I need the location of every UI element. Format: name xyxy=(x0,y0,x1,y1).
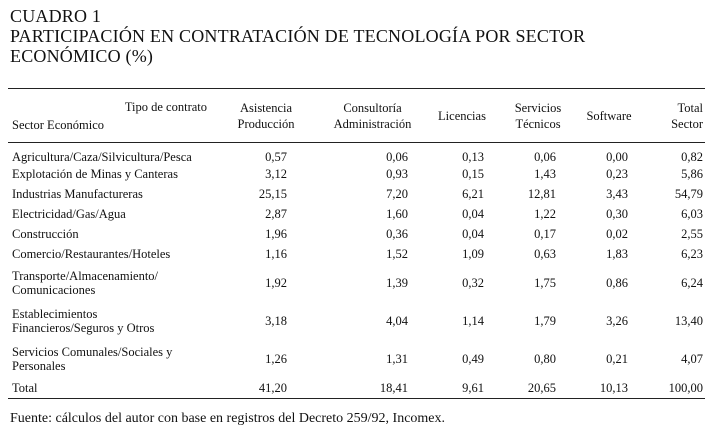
value-cell: 0,21 xyxy=(606,352,628,366)
value-cell: 10,13 xyxy=(599,380,628,395)
value-cell: 0,82 xyxy=(681,150,703,164)
table-row xyxy=(8,224,705,244)
sector-cell xyxy=(8,378,213,398)
sector-name: Total xyxy=(12,380,38,395)
value-cell: 3,18 xyxy=(265,314,287,328)
value-cell: 1,26 xyxy=(265,352,287,366)
sector-name: Electricidad/Gas/Agua xyxy=(12,207,126,221)
technology-contracting-table xyxy=(8,88,705,399)
col-asistencia: Asistencia Producción xyxy=(237,100,295,131)
table-title xyxy=(10,6,585,66)
col-servicios: Servicios Técnicos xyxy=(514,100,562,131)
value-cell: 1,14 xyxy=(462,314,484,328)
value-cell: 0,80 xyxy=(534,352,556,366)
sector-name: Agricultura/Caza/Silvicultura/Pesca xyxy=(12,150,192,164)
sector-cell xyxy=(8,143,213,165)
table-row xyxy=(8,143,705,165)
col-software: Software xyxy=(586,108,632,123)
value-cell: 13,40 xyxy=(674,314,703,328)
value-cell: 0,17 xyxy=(534,227,556,241)
value-cell: 41,20 xyxy=(258,380,287,395)
sector-cell xyxy=(8,340,213,378)
value-cell: 3,12 xyxy=(265,167,287,181)
sector-name: Comercio/Restaurantes/Hoteles xyxy=(12,247,171,261)
source-note: Fuente: cálculos del autor con base en registros del Decreto 259/92, Incomex. xyxy=(10,411,446,426)
value-cell: 1,43 xyxy=(534,167,556,181)
value-cell: 1,09 xyxy=(462,247,484,261)
value-cell: 0,86 xyxy=(606,276,628,290)
sector-name: Personales xyxy=(12,359,66,373)
value-cell: 4,04 xyxy=(386,314,408,328)
value-cell: 100,00 xyxy=(668,380,703,395)
table-row xyxy=(8,204,705,224)
value-cell: 0,36 xyxy=(386,227,408,241)
value-cell: 1,31 xyxy=(386,352,408,366)
value-cell: 1,52 xyxy=(386,247,408,261)
total-row xyxy=(8,378,705,398)
sector-name: Comunicaciones xyxy=(12,283,96,297)
table-row xyxy=(8,340,705,378)
value-cell: 0,00 xyxy=(606,150,628,164)
value-cell: 0,13 xyxy=(462,150,484,164)
table-row xyxy=(8,264,705,302)
value-cell: 0,15 xyxy=(462,167,484,181)
contract-type-label: Tipo de contrato xyxy=(124,100,207,114)
value-cell: 0,49 xyxy=(462,352,484,366)
value-cell: 0,63 xyxy=(534,247,556,261)
value-cell: 1,60 xyxy=(386,207,408,221)
sector-cell xyxy=(8,184,213,204)
table-row xyxy=(8,244,705,264)
value-cell: 1,92 xyxy=(265,276,287,290)
col-total-sector: Total Sector xyxy=(671,100,703,131)
sector-name: Transporte/Almacenamiento/ xyxy=(12,269,159,283)
value-cell: 0,32 xyxy=(462,276,484,290)
sector-cell xyxy=(8,164,213,184)
sector-name: Establecimientos xyxy=(12,307,98,321)
sector-label: Sector Económico xyxy=(12,118,104,132)
value-cell: 0,23 xyxy=(606,167,628,181)
sector-cell xyxy=(8,244,213,264)
corner-header xyxy=(8,89,213,143)
value-cell: 6,24 xyxy=(681,276,703,290)
sector-cell xyxy=(8,302,213,340)
sector-name: Construcción xyxy=(12,227,79,241)
value-cell: 3,43 xyxy=(606,187,628,201)
title-line-1: CUADRO 1 xyxy=(10,6,102,26)
value-cell: 1,22 xyxy=(534,207,556,221)
header-row xyxy=(8,89,705,143)
value-cell: 7,20 xyxy=(386,187,408,201)
value-cell: 6,23 xyxy=(681,247,703,261)
col-consultoria: Consultoría Administración xyxy=(333,100,412,131)
table-row xyxy=(8,184,705,204)
title-line-3: ECONÓMICO (%) xyxy=(10,46,154,66)
value-cell: 1,79 xyxy=(534,314,556,328)
value-cell: 0,57 xyxy=(265,150,287,164)
table-row xyxy=(8,302,705,340)
value-cell: 5,86 xyxy=(681,167,703,181)
sector-cell xyxy=(8,224,213,244)
table-row xyxy=(8,164,705,184)
title-line-2: PARTICIPACIÓN EN CONTRATACIÓN DE TECNOLOGÍA POR SECTOR xyxy=(10,26,586,46)
value-cell: 1,83 xyxy=(606,247,628,261)
value-cell: 3,26 xyxy=(606,314,628,328)
value-cell: 18,41 xyxy=(379,380,408,395)
value-cell: 9,61 xyxy=(462,380,484,395)
value-cell: 1,16 xyxy=(265,247,287,261)
value-cell: 6,21 xyxy=(462,187,484,201)
value-cell: 0,30 xyxy=(606,207,628,221)
sector-name: Explotación de Minas y Canteras xyxy=(12,167,178,181)
value-cell: 1,75 xyxy=(534,276,556,290)
sector-name: Servicios Comunales/Sociales y xyxy=(12,345,173,359)
col-licencias: Licencias xyxy=(438,108,486,123)
value-cell: 1,39 xyxy=(386,276,408,290)
sector-cell xyxy=(8,264,213,302)
value-cell: 0,04 xyxy=(462,207,484,221)
value-cell: 0,02 xyxy=(606,227,628,241)
sector-name: Industrias Manufactureras xyxy=(12,187,143,201)
value-cell: 0,04 xyxy=(462,227,484,241)
value-cell: 1,96 xyxy=(265,227,287,241)
value-cell: 4,07 xyxy=(681,352,703,366)
value-cell: 0,06 xyxy=(534,150,556,164)
value-cell: 2,87 xyxy=(265,207,287,221)
value-cell: 0,93 xyxy=(386,167,408,181)
value-cell: 12,81 xyxy=(527,187,556,201)
value-cell: 6,03 xyxy=(681,207,703,221)
value-cell: 25,15 xyxy=(258,187,287,201)
value-cell: 20,65 xyxy=(527,380,556,395)
table-body xyxy=(8,143,705,399)
sector-name: Financieros/Seguros y Otros xyxy=(12,321,155,335)
sector-cell xyxy=(8,204,213,224)
value-cell: 0,06 xyxy=(386,150,408,164)
value-cell: 54,79 xyxy=(674,187,703,201)
value-cell: 2,55 xyxy=(681,227,703,241)
